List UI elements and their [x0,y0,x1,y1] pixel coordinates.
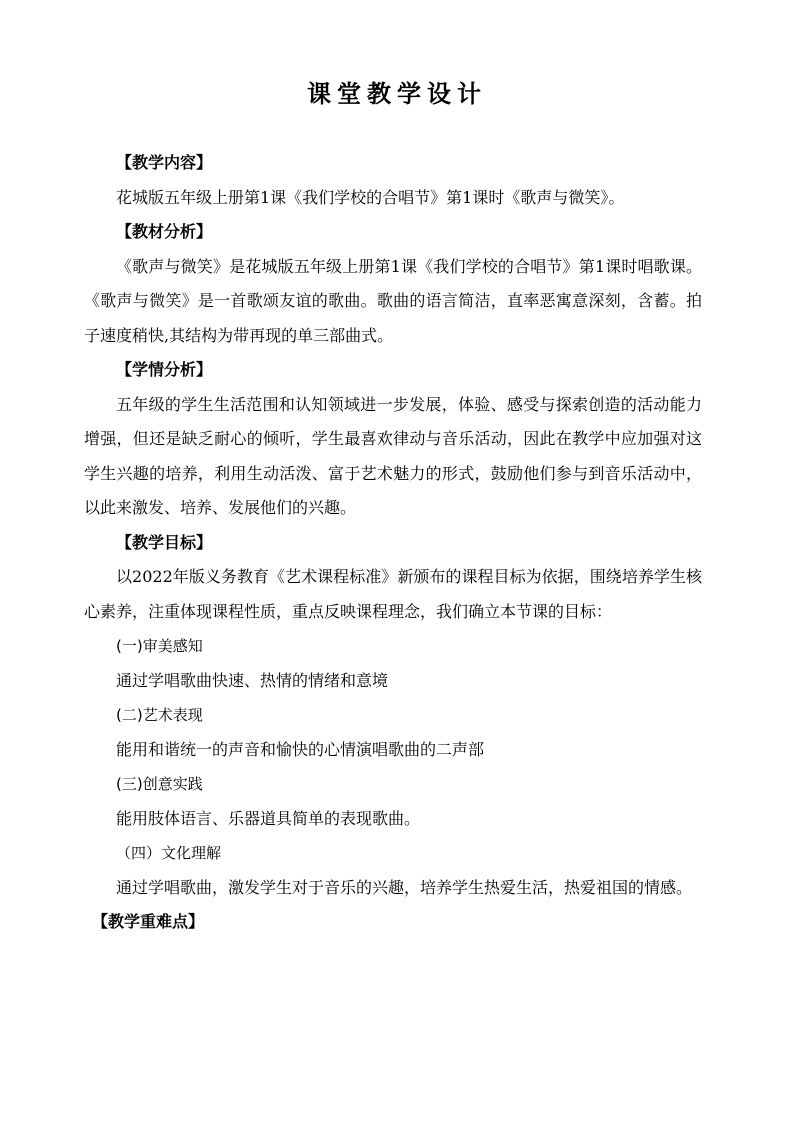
page-title: 课堂教学设计 [307,79,487,108]
goal-text-4: 通过学唱歌曲，激发学生对于音乐的兴趣，培养学生热爱生活，热爱祖国的情感。 [116,877,693,897]
goal-label-1: (一)审美感知 [116,637,203,655]
goal-text-3: 能用肢体语言、乐器道具简单的表现歌曲。 [116,808,421,828]
goal-label-3: (三)创意实践 [116,775,203,793]
paragraph-students: 五年级的学生生活范围和认知领域进一步发展，体验、感受与探索创造的活动能力增强，但还是缺乏耐心的倾听，学生最喜欢律动与音乐活动，因此在教学中应加强对这学生兴趣的培养，利用生动活泼、富于艺术魅力的形式，鼓励他们参与到音乐活动中，以此来激发、培养、发展他们的兴趣。 [84,394,702,517]
paragraph-goals-intro: 以2022年版义务教育《艺术课程标准》新颁布的课程目标为依据，围绕培养学生核心素养，注重体现课程性质，重点反映课程理念，我们确立本节课的目标： [84,567,702,621]
document-body [84,146,702,940]
section-heading-students: 【学情分析】 [116,360,213,379]
section-heading-material: 【教材分析】 [116,222,213,241]
paragraph-material: 《歌声与微笑》是花城版五年级上册第1课《我们学校的合唱节》第1课时唱歌课。《歌声与微笑》是一首歌颂友谊的歌曲。歌曲的语言简洁，直率恶寓意深刻，含蓄。拍子速度稍快,其结构为带再现的单三部曲式。 [84,256,702,345]
section-heading-content: 【教学内容】 [116,153,213,172]
goal-label-4: （四）文化理解 [116,844,222,862]
section-heading-keypoints: 【教学重难点】 [92,912,205,931]
paragraph-content: 花城版五年级上册第1课《我们学校的合唱节》第1课时《歌声与微笑》。 [116,187,625,207]
goal-text-2: 能用和谐统一的声音和愉快的心情演唱歌曲的二声部 [116,739,485,759]
goal-text-1: 通过学唱歌曲快速、热情的情绪和意境 [116,670,389,690]
goal-label-2: (二)艺术表现 [116,706,203,724]
section-heading-goals: 【教学目标】 [116,532,213,552]
